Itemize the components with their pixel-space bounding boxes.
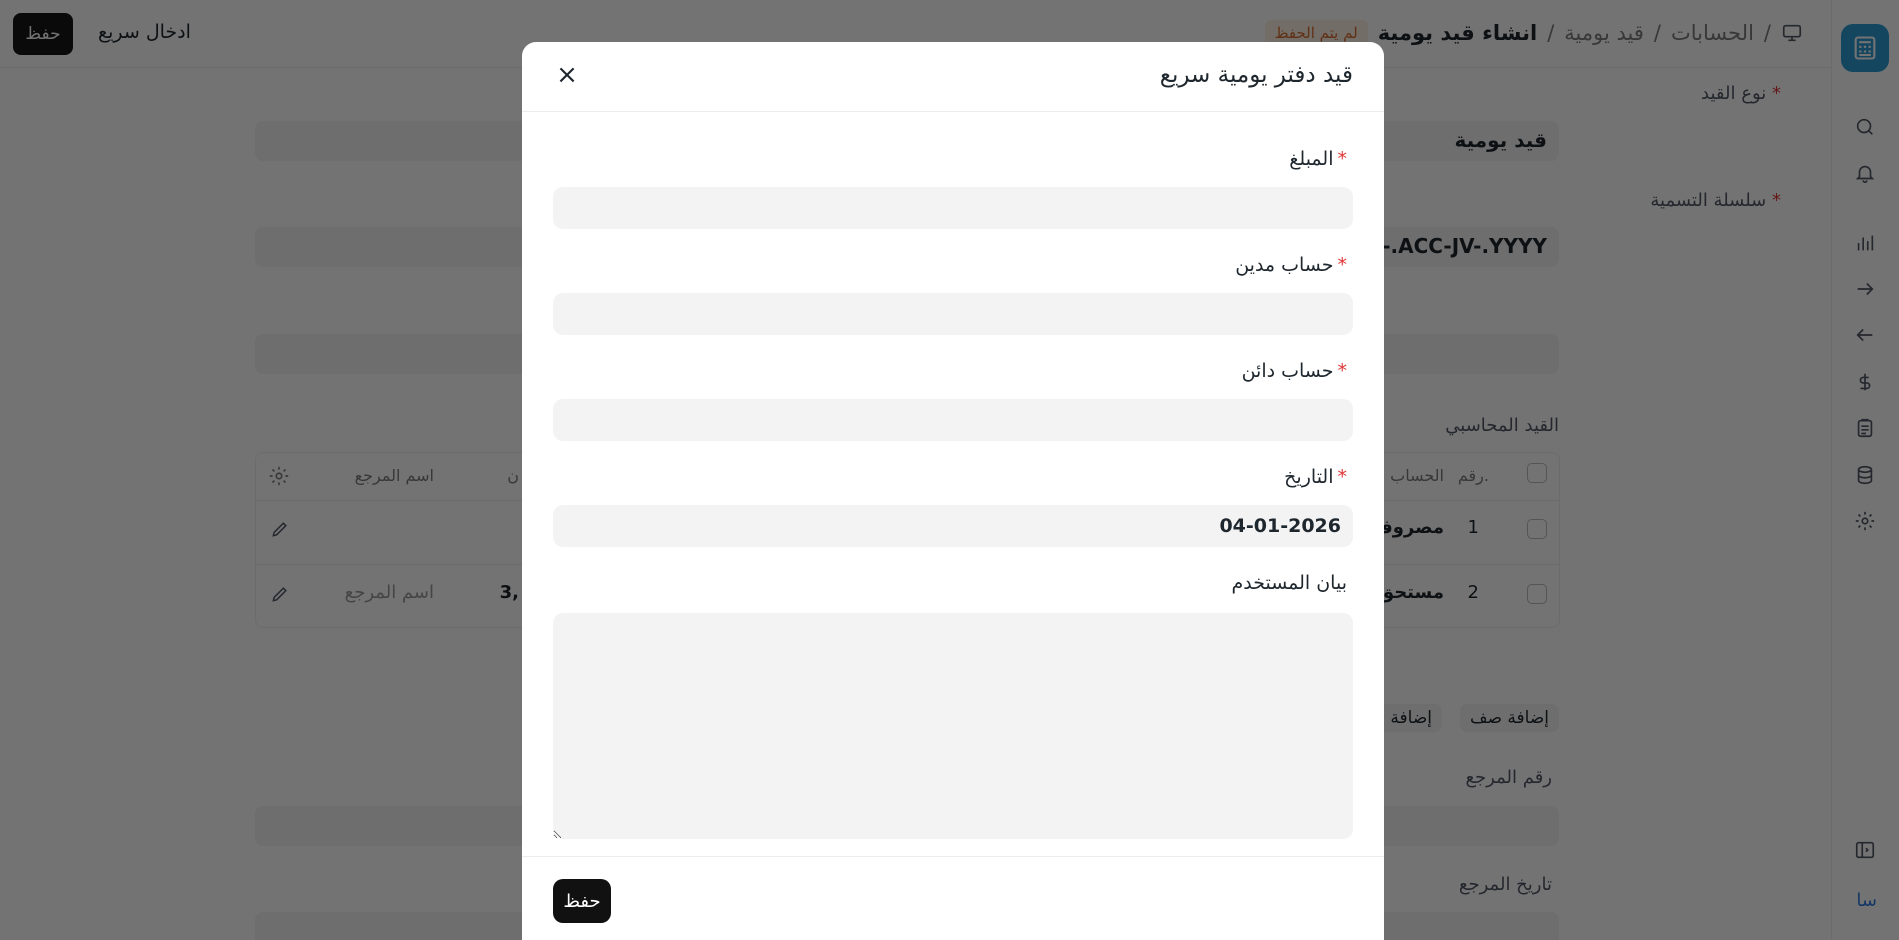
- amount-label: المبلغ *: [1289, 148, 1347, 170]
- credit-account-label: حساب دائن *: [1241, 360, 1347, 382]
- date-input[interactable]: [553, 505, 1353, 547]
- credit-account-input[interactable]: [553, 399, 1353, 441]
- dialog-header: [522, 42, 1384, 112]
- debit-account-input[interactable]: [553, 293, 1353, 335]
- debit-account-label: حساب مدين *: [1235, 254, 1347, 276]
- date-label: التاريخ *: [1284, 466, 1347, 488]
- amount-input[interactable]: [553, 187, 1353, 229]
- dialog-footer-divider: [522, 856, 1384, 857]
- dialog-title: قيد دفتر يومية سريع: [1159, 62, 1353, 88]
- user-remark-textarea[interactable]: [553, 613, 1353, 839]
- user-remark-label: بيان المستخدم: [1231, 572, 1347, 594]
- quick-journal-entry-dialog: [522, 42, 1384, 940]
- dialog-save-button[interactable]: حفظ: [553, 879, 611, 923]
- close-icon[interactable]: ×: [556, 60, 578, 90]
